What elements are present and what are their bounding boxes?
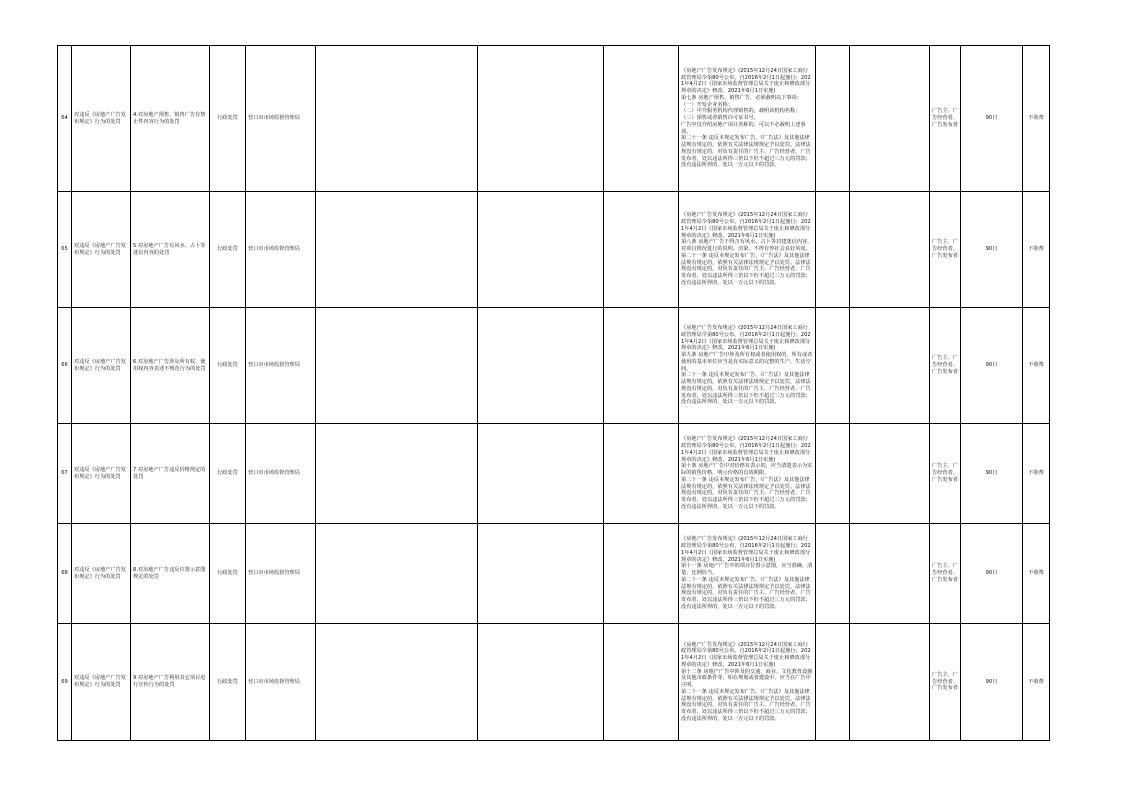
fee: 不收费 <box>1023 624 1050 741</box>
item-type: 行政处罚 <box>210 192 246 308</box>
row-number: 65 <box>58 192 72 308</box>
time-limit: 90日 <box>961 624 1023 741</box>
empty-cell <box>604 424 679 524</box>
empty-cell <box>316 624 478 741</box>
legal-basis: 《房地产广告发布规定》(2015年12月24日国家工商行政管理局令第80号公布，自2016年2月1日起施行；2021年4月2日《国家市场监督管理总局关于废止和修改部分规章的决定》修改，2021年6月1日实施) 第十条 房地产广告中对价格有表示的，应当清楚表示为实际的销售价格，明示价格的有效期限。 第二十一条 违反本规定发布广告，《广告法》及其他法律法规有规定的，依照有关法律法规规定予以处罚。法律法规没有规定的，对负有责任的广告主、广告经营者、广告发布者，处以违法所得三倍以下但不超过三万元的罚款；没有违法所得的，处以一万元以下的罚款。 <box>679 424 816 524</box>
empty-cell <box>850 524 930 624</box>
responsible-subject: 广告主、广告经营者、广告发布者 <box>930 524 961 624</box>
item-name: 对违反《房地产广告发布规定》行为的处罚 <box>72 524 131 624</box>
time-limit: 90日 <box>961 192 1023 308</box>
time-limit: 90日 <box>961 308 1023 424</box>
item-name: 对违反《房地产广告发布规定》行为的处罚 <box>72 308 131 424</box>
sub-item-name: 8.对房地产广告违反位置示意图规定的处罚 <box>131 524 210 624</box>
empty-cell <box>816 524 850 624</box>
fee: 不收费 <box>1023 308 1050 424</box>
row-number: 66 <box>58 308 72 424</box>
department: 营口市市场监督管理局 <box>246 192 316 308</box>
table-row <box>58 192 1050 308</box>
power-list-table <box>57 45 1050 741</box>
sub-item-name: 5.对房地产广告有风水、占卜等迷信内容的处罚 <box>131 192 210 308</box>
empty-cell <box>478 624 604 741</box>
department: 营口市市场监督管理局 <box>246 46 316 192</box>
empty-cell <box>816 192 850 308</box>
table-row <box>58 46 1050 192</box>
time-limit: 90日 <box>961 46 1023 192</box>
empty-cell <box>478 308 604 424</box>
empty-cell <box>604 46 679 192</box>
empty-cell <box>816 624 850 741</box>
fee: 不收费 <box>1023 192 1050 308</box>
legal-basis: 《房地产广告发布规定》(2015年12月24日国家工商行政管理局令第80号公布，自2016年2月1日起施行；2021年4月2日《国家市场监督管理总局关于废止和修改部分规章的决定》修改，2021年6月1日实施) 第九条 房地产广告中涉及所有权或者使用权的，所有或者使用的基本单位应当是有实际意义的完整的生产、生活空间。 第二十一条 违反本规定发布广告，《广告法》及其他法律法规有规定的，依照有关法律法规规定予以处罚。法律法规没有规定的，对负有责任的广告主、广告经营者、广告发布者，处以违法所得三倍以下但不超过三万元的罚款；没有违法所得的，处以一万元以下的罚款。 <box>679 308 816 424</box>
responsible-subject: 广告主、广告经营者、广告发布者 <box>930 424 961 524</box>
item-name: 对违反《房地产广告发布规定》行为的处罚 <box>72 624 131 741</box>
empty-cell <box>478 46 604 192</box>
row-number: 68 <box>58 524 72 624</box>
legal-basis: 《房地产广告发布规定》(2015年12月24日国家工商行政管理局令第80号公布，自2016年2月1日起施行；2021年4月2日《国家市场监督管理总局关于废止和修改部分规章的决定》修改，2021年6月1日实施) 第十一条 房地产广告中的项目位置示意图，应当准确、清楚，比例恰当。 第二十一条 违反本规定发布广告，《广告法》及其他法律法规有规定的，依照有关法律法规规定予以处罚。法律法规没有规定的，对负有责任的广告主、广告经营者、广告发布者，处以违法所得三倍以下但不超过三万元的罚款；没有违法所得的，处以一万元以下的罚款。 <box>679 524 816 624</box>
empty-cell <box>850 46 930 192</box>
empty-cell <box>478 192 604 308</box>
item-name: 对违反《房地产广告发布规定》行为的处罚 <box>72 424 131 524</box>
table-row <box>58 524 1050 624</box>
row-number: 64 <box>58 46 72 192</box>
empty-cell <box>316 524 478 624</box>
empty-cell <box>316 192 478 308</box>
table-row <box>58 424 1050 524</box>
department: 营口市市场监督管理局 <box>246 424 316 524</box>
time-limit: 90日 <box>961 524 1023 624</box>
row-number: 69 <box>58 624 72 741</box>
time-limit: 90日 <box>961 424 1023 524</box>
empty-cell <box>850 308 930 424</box>
item-type: 行政处罚 <box>210 524 246 624</box>
empty-cell <box>316 424 478 524</box>
fee: 不收费 <box>1023 424 1050 524</box>
sub-item-name: 4.对房地产预售、销售广告有禁止性内容行为的处罚 <box>131 46 210 192</box>
legal-basis: 《房地产广告发布规定》(2015年12月24日国家工商行政管理局令第80号公布，自2016年2月1日起施行；2021年4月2日《国家市场监督管理总局关于废止和修改部分规章的决定》修改，2021年6月1日实施) 第八条 房地产广告不得含有风水、占卜等封建迷信内容，对项目情况进行的说明、渲染，不得有悖社会良好风尚。 第二十一条 违反本规定发布广告，《广告法》及其他法律法规有规定的，依照有关法律法规规定予以处罚。法律法规没有规定的，对负有责任的广告主、广告经营者、广告发布者，处以违法所得三倍以下但不超过三万元的罚款；没有违法所得的，处以一万元以下的罚款。 <box>679 192 816 308</box>
responsible-subject: 广告主、广告经营者、广告发布者 <box>930 308 961 424</box>
sub-item-name: 6.对房地产广告涉及所有权、使用权内容表述不规范行为的处罚 <box>131 308 210 424</box>
responsible-subject: 广告主、广告经营者、广告发布者 <box>930 46 961 192</box>
responsible-subject: 广告主、广告经营者、广告发布者 <box>930 192 961 308</box>
legal-basis: 《房地产广告发布规定》(2015年12月24日国家工商行政管理局令第80号公布，自2016年2月1日起施行；2021年4月2日《国家市场监督管理总局关于废止和修改部分规章的决定》修改，2021年6月1日实施) 第七条 房地产预售、销售广告，必须载明以下事项： （一）开发企业名称； （二）中介服务机构代理销售的，载明该机构名称； （三）预售或者销售许可证书号。 广告中仅介绍房地产项目名称的，可以不必载明上述事项。 第二十一条 违反本规定发布广告，《广告法》及其他法律法规有规定的，依照有关法律法规规定予以处罚。法律法规没有规定的，对负有责任的广告主、广告经营者、广告发布者，处以违法所得三倍以下但不超过三万元的罚款；没有违法所得的，处以一万元以下的罚款。 <box>679 46 816 192</box>
empty-cell <box>478 424 604 524</box>
department: 营口市市场监督管理局 <box>246 308 316 424</box>
empty-cell <box>850 424 930 524</box>
empty-cell <box>604 308 679 424</box>
responsible-subject: 广告主、广告经营者、广告发布者 <box>930 624 961 741</box>
table-row <box>58 308 1050 424</box>
department: 营口市市场监督管理局 <box>246 624 316 741</box>
empty-cell <box>604 624 679 741</box>
item-type: 行政处罚 <box>210 624 246 741</box>
item-name: 对违反《房地产广告发布规定》行为的处罚 <box>72 46 131 192</box>
item-type: 行政处罚 <box>210 308 246 424</box>
department: 营口市市场监督管理局 <box>246 524 316 624</box>
empty-cell <box>816 308 850 424</box>
empty-cell <box>478 524 604 624</box>
sub-item-name: 7.对房地产广告违反价格规定的处罚 <box>131 424 210 524</box>
empty-cell <box>816 424 850 524</box>
fee: 不收费 <box>1023 46 1050 192</box>
row-number: 67 <box>58 424 72 524</box>
sub-item-name: 9.对房地产广告利用其它项目进行宣传行为的处罚 <box>131 624 210 741</box>
table-row <box>58 624 1050 741</box>
empty-cell <box>316 46 478 192</box>
item-name: 对违反《房地产广告发布规定》行为的处罚 <box>72 192 131 308</box>
item-type: 行政处罚 <box>210 424 246 524</box>
empty-cell <box>316 308 478 424</box>
empty-cell <box>850 624 930 741</box>
item-type: 行政处罚 <box>210 46 246 192</box>
fee: 不收费 <box>1023 524 1050 624</box>
empty-cell <box>604 192 679 308</box>
empty-cell <box>850 192 930 308</box>
empty-cell <box>816 46 850 192</box>
empty-cell <box>604 524 679 624</box>
legal-basis: 《房地产广告发布规定》(2015年12月24日国家工商行政管理局令第80号公布，自2016年2月1日起施行；2021年4月2日《国家市场监督管理总局关于废止和修改部分规章的决定》修改，2021年6月1日实施) 第十二条 房地产广告中涉及的交通、商业、文化教育设施及其他市政条件等，如在规划或者建设中，应当在广告中注明。 第二十一条 违反本规定发布广告，《广告法》及其他法律法规有规定的，依照有关法律法规规定予以处罚。法律法规没有规定的，对负有责任的广告主、广告经营者、广告发布者，处以违法所得三倍以下但不超过三万元的罚款；没有违法所得的，处以一万元以下的罚款。 <box>679 624 816 741</box>
